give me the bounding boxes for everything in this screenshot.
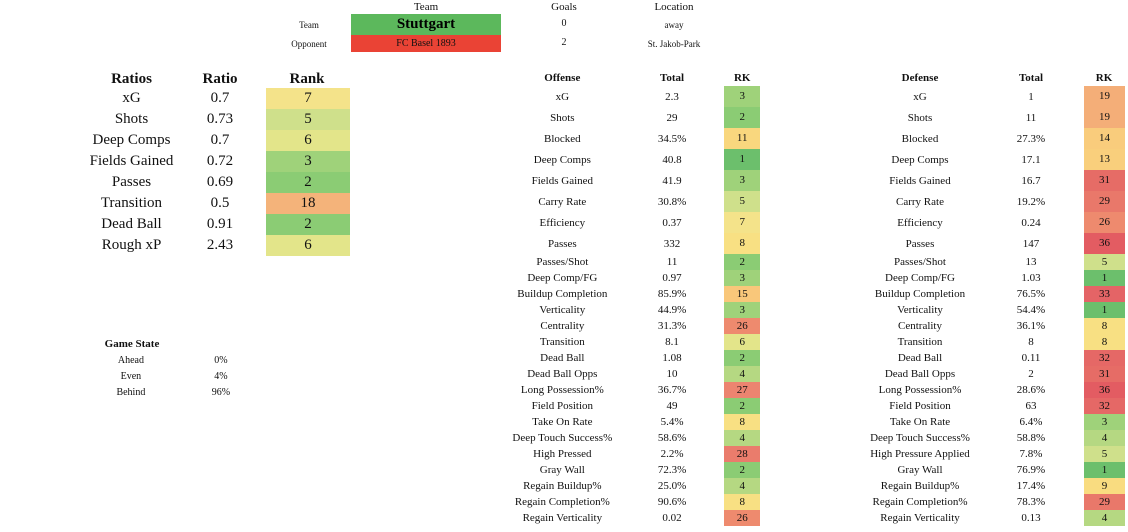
offense-stat-name: Passes xyxy=(547,237,577,250)
offense-stat-total: 5.4% xyxy=(660,416,684,428)
offense-stat-total: 0.97 xyxy=(662,272,682,284)
defense-stat-total: 54.4% xyxy=(1016,304,1046,316)
offense-stat-total: 49 xyxy=(666,400,678,412)
ratio-value: 0.73 xyxy=(206,111,234,127)
defense-row xyxy=(862,107,1128,128)
offense-stat-name: Deep Comps xyxy=(533,153,591,166)
ratio-row xyxy=(88,109,353,130)
game-state-title: Game State xyxy=(104,338,160,350)
defense-stat-total: 36.1% xyxy=(1016,320,1046,332)
defense-row xyxy=(862,366,1128,382)
offense-header-row xyxy=(505,70,760,86)
offense-row xyxy=(505,318,760,334)
offense-stat-total: 11 xyxy=(666,256,678,268)
ratio-row xyxy=(88,193,353,214)
offense-stat-total: 25.0% xyxy=(657,480,687,492)
game-state-row xyxy=(98,368,278,384)
offense-row xyxy=(505,334,760,350)
ratio-value: 0.69 xyxy=(206,174,234,190)
defense-row xyxy=(862,149,1128,170)
defense-stat-total: 0.13 xyxy=(1021,512,1041,524)
ratio-rank-cell: 5 xyxy=(266,109,350,130)
ratio-rank-cell: 6 xyxy=(266,130,350,151)
team-label: Team xyxy=(299,20,319,30)
offense-stat-name: Regain Completion% xyxy=(514,496,610,508)
offense-row xyxy=(505,302,760,318)
ratio-name: Fields Gained xyxy=(89,153,174,169)
defense-stat-name: Gray Wall xyxy=(897,464,943,476)
game-state-value: 96% xyxy=(211,386,231,398)
offense-row xyxy=(505,128,760,149)
defense-rank-cell: 13 xyxy=(1084,149,1125,170)
defense-stat-name: Carry Rate xyxy=(896,195,944,208)
defense-stat-name: Shots xyxy=(907,111,933,124)
offense-rank-cell: 15 xyxy=(724,286,760,302)
team-location: away xyxy=(664,20,684,30)
offense-stat-total: 44.9% xyxy=(657,304,687,316)
offense-row xyxy=(505,398,760,414)
defense-stat-total: 76.9% xyxy=(1016,464,1046,476)
offense-row xyxy=(505,254,760,270)
defense-stat-name: Passes/Shot xyxy=(894,256,946,268)
defense-stat-total: 11 xyxy=(1025,111,1037,124)
ratios-body xyxy=(88,88,353,256)
defense-row xyxy=(862,270,1128,286)
offense-row xyxy=(505,107,760,128)
defense-rank-cell: 36 xyxy=(1084,233,1125,254)
offense-stat-name: Shots xyxy=(550,111,575,124)
offense-rank-cell: 1 xyxy=(724,149,760,170)
defense-row xyxy=(862,212,1128,233)
defense-row xyxy=(862,494,1128,510)
team-goals: 0 xyxy=(561,18,567,29)
offense-stat-total: 31.3% xyxy=(657,320,687,332)
defense-stat-name: Deep Comps xyxy=(891,153,949,166)
offense-stat-name: Field Position xyxy=(531,400,594,412)
ratio-name: Transition xyxy=(100,195,163,211)
offense-row xyxy=(505,478,760,494)
team-name-cell: Stuttgart xyxy=(351,14,501,35)
offense-stat-name: Deep Comp/FG xyxy=(527,272,598,284)
offense-stat-total: 85.9% xyxy=(657,288,687,300)
game-state-name: Even xyxy=(120,370,142,382)
defense-stat-name: Passes xyxy=(905,237,935,250)
offense-rank-cell: 7 xyxy=(724,212,760,233)
ratio-value: 0.91 xyxy=(206,216,234,232)
defense-row xyxy=(862,128,1128,149)
defense-row xyxy=(862,233,1128,254)
ratios-header-rank: Rank xyxy=(289,70,325,87)
offense-rank-cell: 11 xyxy=(724,128,760,149)
offense-stat-total: 90.6% xyxy=(657,496,687,508)
ratio-row xyxy=(88,172,353,193)
defense-stat-name: High Pressure Applied xyxy=(870,448,970,460)
ratio-name: xG xyxy=(122,90,141,106)
offense-stat-total: 41.9 xyxy=(662,174,682,187)
defense-stat-total: 1 xyxy=(1028,90,1034,103)
defense-stat-name: Field Position xyxy=(889,400,951,412)
defense-header-total: Total xyxy=(1018,72,1044,84)
defense-row xyxy=(862,254,1128,270)
offense-stat-name: Passes/Shot xyxy=(536,256,589,268)
offense-row xyxy=(505,350,760,366)
defense-rank-cell: 4 xyxy=(1084,430,1125,446)
defense-rank-cell: 1 xyxy=(1084,462,1125,478)
offense-table xyxy=(505,70,760,526)
ratio-row xyxy=(88,151,353,172)
defense-rank-cell: 1 xyxy=(1084,270,1125,286)
ratio-rank-cell: 18 xyxy=(266,193,350,214)
ratio-value: 0.72 xyxy=(206,153,234,169)
game-state-name: Ahead xyxy=(117,354,144,366)
ratio-name: Dead Ball xyxy=(101,216,162,232)
offense-stat-total: 2.3 xyxy=(665,90,679,103)
defense-stat-total: 19.2% xyxy=(1016,195,1046,208)
defense-row xyxy=(862,510,1128,526)
defense-row xyxy=(862,334,1128,350)
offense-stat-name: Deep Touch Success% xyxy=(512,432,613,444)
offense-rank-cell: 2 xyxy=(724,462,760,478)
offense-row xyxy=(505,233,760,254)
defense-stat-name: Deep Touch Success% xyxy=(870,432,970,444)
offense-stat-name: Carry Rate xyxy=(538,195,587,208)
col-header-goals: Goals xyxy=(551,1,577,13)
opponent-name-cell: FC Basel 1893 xyxy=(351,35,501,52)
offense-rank-cell: 26 xyxy=(724,318,760,334)
offense-rank-cell: 27 xyxy=(724,382,760,398)
offense-stat-total: 72.3% xyxy=(657,464,687,476)
ratio-row xyxy=(88,88,353,109)
defense-stat-total: 76.5% xyxy=(1016,288,1046,300)
defense-stat-total: 6.4% xyxy=(1019,416,1043,428)
ratios-header-name: Ratios xyxy=(111,70,152,87)
defense-rank-cell: 32 xyxy=(1084,350,1125,366)
ratio-name: Passes xyxy=(111,174,152,190)
defense-rank-cell: 5 xyxy=(1084,254,1125,270)
offense-row xyxy=(505,170,760,191)
offense-stat-name: Dead Ball xyxy=(540,352,585,364)
ratio-name: Rough xP xyxy=(101,237,162,253)
defense-rank-cell: 8 xyxy=(1084,334,1125,350)
offense-stat-name: High Pressed xyxy=(533,448,592,460)
defense-header-row xyxy=(862,70,1128,86)
offense-rank-cell: 2 xyxy=(724,254,760,270)
offense-stat-name: Regain Buildup% xyxy=(523,480,602,492)
offense-header-name: Offense xyxy=(544,72,581,84)
offense-stat-name: Fields Gained xyxy=(531,174,594,187)
offense-stat-total: 332 xyxy=(663,237,681,250)
defense-stat-total: 63 xyxy=(1025,400,1037,412)
offense-row xyxy=(505,462,760,478)
defense-row xyxy=(862,462,1128,478)
defense-row xyxy=(862,170,1128,191)
defense-stat-total: 8 xyxy=(1028,336,1034,348)
defense-row xyxy=(862,382,1128,398)
offense-stat-name: Regain Verticality xyxy=(522,512,603,524)
defense-stat-name: Blocked xyxy=(901,132,939,145)
ratios-header-ratio: Ratio xyxy=(202,70,238,87)
ratio-rank-cell: 6 xyxy=(266,235,350,256)
defense-stat-name: Fields Gained xyxy=(889,174,951,187)
offense-stat-total: 2.2% xyxy=(660,448,684,460)
defense-stat-total: 17.1 xyxy=(1021,153,1041,166)
defense-rank-cell: 33 xyxy=(1084,286,1125,302)
offense-row xyxy=(505,286,760,302)
offense-row xyxy=(505,149,760,170)
offense-stat-name: Dead Ball Opps xyxy=(527,368,598,380)
offense-header-rk: RK xyxy=(733,72,751,84)
offense-rank-cell: 5 xyxy=(724,191,760,212)
ratio-name: Deep Comps xyxy=(92,132,171,148)
defense-stat-name: Deep Comp/FG xyxy=(885,272,955,284)
offense-rank-cell: 3 xyxy=(724,170,760,191)
offense-rank-cell: 8 xyxy=(724,494,760,510)
offense-row xyxy=(505,510,760,526)
defense-row xyxy=(862,350,1128,366)
defense-rank-cell: 31 xyxy=(1084,366,1125,382)
defense-header-rk: RK xyxy=(1095,72,1113,84)
defense-stat-name: Transition xyxy=(897,336,943,348)
defense-row xyxy=(862,478,1128,494)
defense-stat-name: Centrality xyxy=(898,320,942,332)
ratios-header-row xyxy=(88,70,353,88)
defense-rank-cell: 8 xyxy=(1084,318,1125,334)
ratio-value: 2.43 xyxy=(206,237,234,253)
defense-stat-total: 2 xyxy=(1028,368,1034,380)
offense-stat-total: 0.37 xyxy=(662,216,682,229)
defense-body xyxy=(862,86,1128,526)
offense-stat-name: Transition xyxy=(539,336,585,348)
col-header-team: Team xyxy=(413,1,439,13)
defense-stat-name: xG xyxy=(913,90,927,103)
defense-rank-cell: 4 xyxy=(1084,510,1125,526)
defense-stat-total: 27.3% xyxy=(1016,132,1046,145)
offense-rank-cell: 28 xyxy=(724,446,760,462)
defense-rank-cell: 5 xyxy=(1084,446,1125,462)
offense-row xyxy=(505,382,760,398)
ratio-value: 0.7 xyxy=(210,90,230,106)
defense-stat-name: Verticality xyxy=(897,304,943,316)
defense-rank-cell: 26 xyxy=(1084,212,1125,233)
offense-stat-total: 36.7% xyxy=(657,384,687,396)
defense-row xyxy=(862,430,1128,446)
defense-stat-total: 0.11 xyxy=(1021,352,1041,364)
defense-rank-cell: 1 xyxy=(1084,302,1125,318)
defense-rank-cell: 29 xyxy=(1084,494,1125,510)
offense-row xyxy=(505,191,760,212)
defense-row xyxy=(862,398,1128,414)
offense-stat-name: Blocked xyxy=(543,132,581,145)
ratio-value: 0.5 xyxy=(210,195,230,211)
defense-rank-cell: 36 xyxy=(1084,382,1125,398)
offense-row xyxy=(505,270,760,286)
opponent-label: Opponent xyxy=(291,39,327,49)
ratio-row xyxy=(88,130,353,151)
offense-stat-total: 10 xyxy=(666,368,678,380)
ratio-value: 0.7 xyxy=(210,132,230,148)
offense-stat-name: Efficiency xyxy=(539,216,586,229)
offense-stat-total: 40.8 xyxy=(662,153,682,166)
offense-rank-cell: 8 xyxy=(724,233,760,254)
offense-stat-name: Take On Rate xyxy=(532,416,593,428)
defense-stat-name: Take On Rate xyxy=(889,416,951,428)
col-header-location: Location xyxy=(654,1,694,13)
defense-stat-name: Regain Verticality xyxy=(880,512,960,524)
defense-row xyxy=(862,286,1128,302)
offense-row xyxy=(505,86,760,107)
defense-stat-total: 17.4% xyxy=(1016,480,1046,492)
defense-stat-name: Regain Buildup% xyxy=(880,480,960,492)
ratio-row xyxy=(88,235,353,256)
offense-row xyxy=(505,430,760,446)
offense-stat-name: Gray Wall xyxy=(539,464,585,476)
offense-rank-cell: 3 xyxy=(724,302,760,318)
game-state-row xyxy=(98,352,278,368)
offense-stat-total: 58.6% xyxy=(657,432,687,444)
game-state-row xyxy=(98,384,278,400)
offense-rank-cell: 3 xyxy=(724,270,760,286)
ratio-rank-cell: 3 xyxy=(266,151,350,172)
offense-rank-cell: 4 xyxy=(724,478,760,494)
offense-row xyxy=(505,446,760,462)
offense-body xyxy=(505,86,760,526)
offense-rank-cell: 26 xyxy=(724,510,760,526)
offense-stat-name: xG xyxy=(555,90,570,103)
opponent-goals: 2 xyxy=(561,37,567,48)
defense-stat-total: 78.3% xyxy=(1016,496,1046,508)
offense-row xyxy=(505,414,760,430)
game-state-name: Behind xyxy=(116,386,146,398)
offense-stat-total: 0.02 xyxy=(662,512,682,524)
offense-row xyxy=(505,366,760,382)
offense-stat-name: Buildup Completion xyxy=(517,288,608,300)
offense-row xyxy=(505,212,760,233)
offense-row xyxy=(505,494,760,510)
offense-stat-total: 29 xyxy=(666,111,678,124)
defense-rank-cell: 32 xyxy=(1084,398,1125,414)
defense-row xyxy=(862,446,1128,462)
defense-rank-cell: 3 xyxy=(1084,414,1125,430)
defense-row xyxy=(862,86,1128,107)
defense-stat-total: 0.24 xyxy=(1021,216,1041,229)
game-state-value: 0% xyxy=(214,354,228,366)
offense-stat-name: Long Possession% xyxy=(520,384,604,396)
offense-rank-cell: 3 xyxy=(724,86,760,107)
offense-rank-cell: 4 xyxy=(724,366,760,382)
defense-stat-total: 58.8% xyxy=(1016,432,1046,444)
defense-rank-cell: 14 xyxy=(1084,128,1125,149)
ratio-rank-cell: 2 xyxy=(266,172,350,193)
offense-stat-total: 8.1 xyxy=(665,336,679,348)
defense-stat-name: Dead Ball Opps xyxy=(884,368,956,380)
defense-stat-total: 13 xyxy=(1025,256,1037,268)
defense-rank-cell: 29 xyxy=(1084,191,1125,212)
defense-stat-name: Buildup Completion xyxy=(874,288,966,300)
defense-stat-total: 147 xyxy=(1022,237,1040,250)
offense-rank-cell: 2 xyxy=(724,398,760,414)
ratio-rank-cell: 7 xyxy=(266,88,350,109)
offense-stat-name: Verticality xyxy=(539,304,586,316)
defense-stat-total: 1.03 xyxy=(1021,272,1041,284)
game-state-table xyxy=(98,338,278,400)
ratios-table xyxy=(88,70,353,256)
offense-rank-cell: 2 xyxy=(724,107,760,128)
defense-stat-name: Regain Completion% xyxy=(872,496,968,508)
offense-stat-name: Centrality xyxy=(540,320,585,332)
offense-stat-total: 34.5% xyxy=(657,132,687,145)
defense-stat-total: 16.7 xyxy=(1021,174,1041,187)
defense-stat-name: Efficiency xyxy=(897,216,943,229)
offense-stat-total: 1.08 xyxy=(662,352,682,364)
venue: St. Jakob-Park xyxy=(647,39,701,49)
defense-row xyxy=(862,302,1128,318)
offense-rank-cell: 8 xyxy=(724,414,760,430)
ratio-row xyxy=(88,214,353,235)
defense-rank-cell: 19 xyxy=(1084,107,1125,128)
defense-rank-cell: 19 xyxy=(1084,86,1125,107)
offense-rank-cell: 2 xyxy=(724,350,760,366)
offense-stat-total: 30.8% xyxy=(657,195,687,208)
defense-row xyxy=(862,191,1128,212)
ratio-rank-cell: 2 xyxy=(266,214,350,235)
defense-rank-cell: 31 xyxy=(1084,170,1125,191)
defense-table xyxy=(862,70,1128,526)
offense-rank-cell: 4 xyxy=(724,430,760,446)
defense-header-name: Defense xyxy=(901,72,939,84)
offense-header-total: Total xyxy=(660,72,685,84)
offense-rank-cell: 6 xyxy=(724,334,760,350)
game-state-value: 4% xyxy=(214,370,228,382)
defense-stat-total: 28.6% xyxy=(1016,384,1046,396)
defense-stat-total: 7.8% xyxy=(1019,448,1043,460)
ratio-name: Shots xyxy=(114,111,149,127)
defense-rank-cell: 9 xyxy=(1084,478,1125,494)
defense-stat-name: Dead Ball xyxy=(897,352,943,364)
defense-row xyxy=(862,414,1128,430)
defense-stat-name: Long Possession% xyxy=(878,384,962,396)
game-state-body xyxy=(98,352,278,400)
defense-row xyxy=(862,318,1128,334)
